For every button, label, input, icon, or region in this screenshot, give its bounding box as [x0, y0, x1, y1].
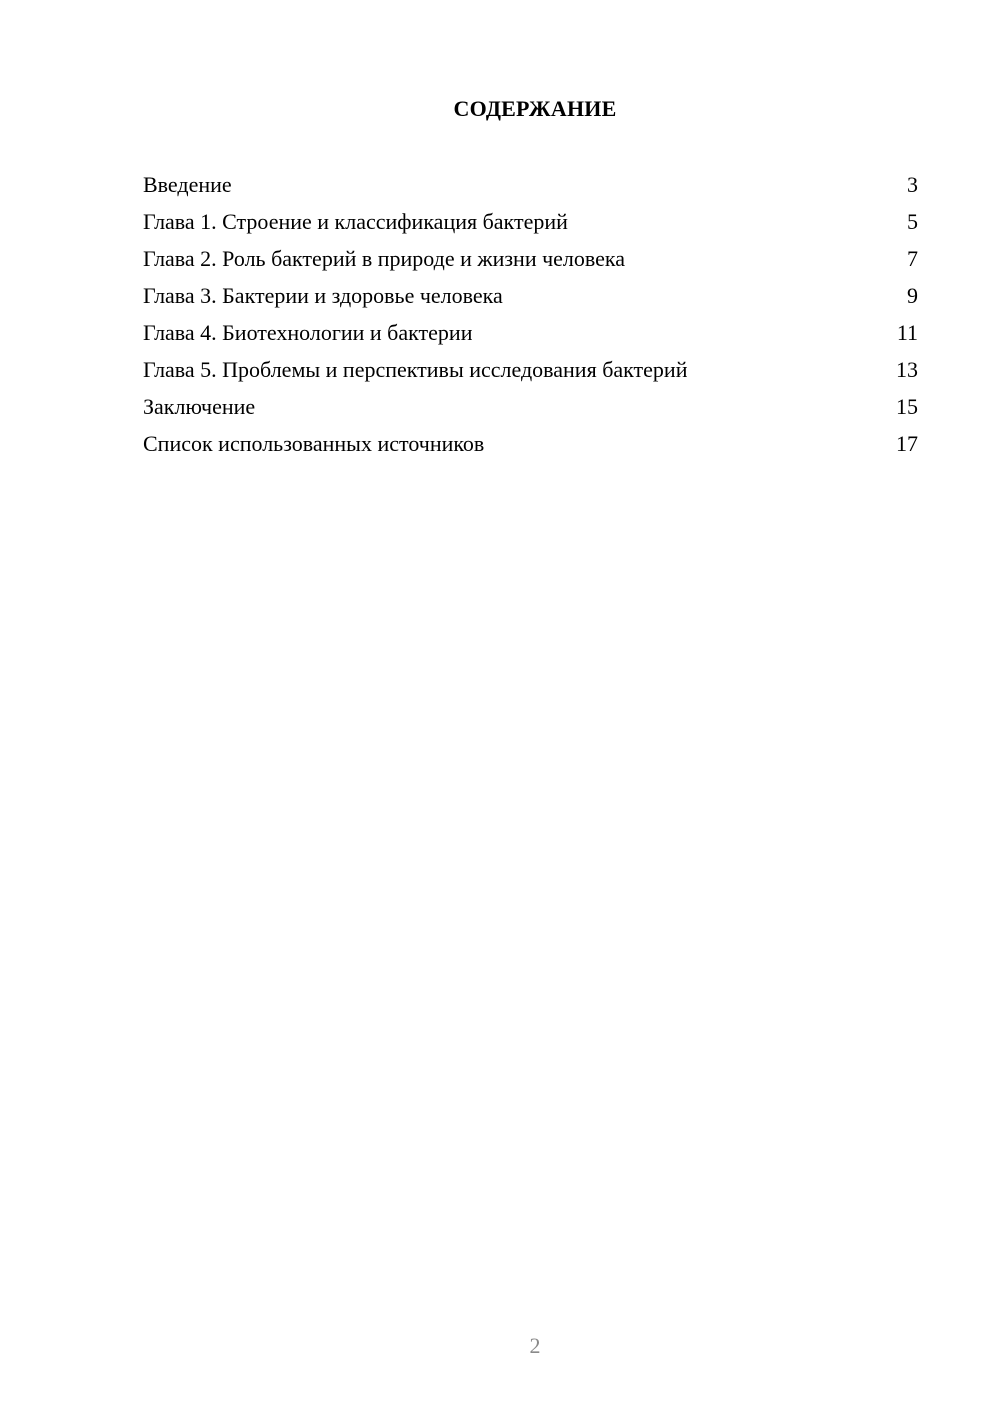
toc-entry-title: Список использованных источников — [143, 431, 485, 456]
toc-entry-page: 3 — [907, 172, 918, 197]
toc-entry-page: 7 — [907, 246, 918, 271]
toc-entry-references[interactable] — [143, 429, 918, 466]
toc-entry-page: 17 — [896, 431, 918, 456]
toc-entry-page: 13 — [896, 357, 918, 382]
toc-entry-page: 15 — [896, 394, 918, 419]
toc-entry-chapter-4[interactable] — [143, 318, 918, 355]
toc-entry-chapter-1[interactable] — [143, 207, 918, 244]
toc-entry-introduction[interactable] — [143, 170, 918, 207]
toc-entry-page: 11 — [896, 320, 918, 345]
page-number: 2 — [529, 1333, 541, 1358]
toc-entry-title: Глава 2. Роль бактерий в природе и жизни человека — [143, 246, 626, 271]
toc-entry-chapter-2[interactable] — [143, 244, 918, 281]
toc-entry-page: 9 — [907, 283, 918, 308]
toc-entry-title: Заключение — [143, 394, 256, 419]
toc-entry-title: Глава 3. Бактерии и здоровье человека — [143, 283, 503, 308]
page-title: СОДЕРЖАНИЕ — [453, 96, 617, 121]
toc-entry-title: Глава 5. Проблемы и перспективы исследования бактерий — [143, 357, 688, 382]
table-of-contents — [143, 170, 918, 466]
toc-entry-chapter-3[interactable] — [143, 281, 918, 318]
toc-entry-page: 5 — [907, 209, 918, 234]
toc-entry-chapter-5[interactable] — [143, 355, 918, 392]
toc-entry-title: Введение — [143, 172, 232, 197]
toc-entry-title: Глава 1. Строение и классификация бактерий — [143, 209, 568, 234]
toc-entry-conclusion[interactable] — [143, 392, 918, 429]
toc-entry-title: Глава 4. Биотехнологии и бактерии — [143, 320, 473, 345]
